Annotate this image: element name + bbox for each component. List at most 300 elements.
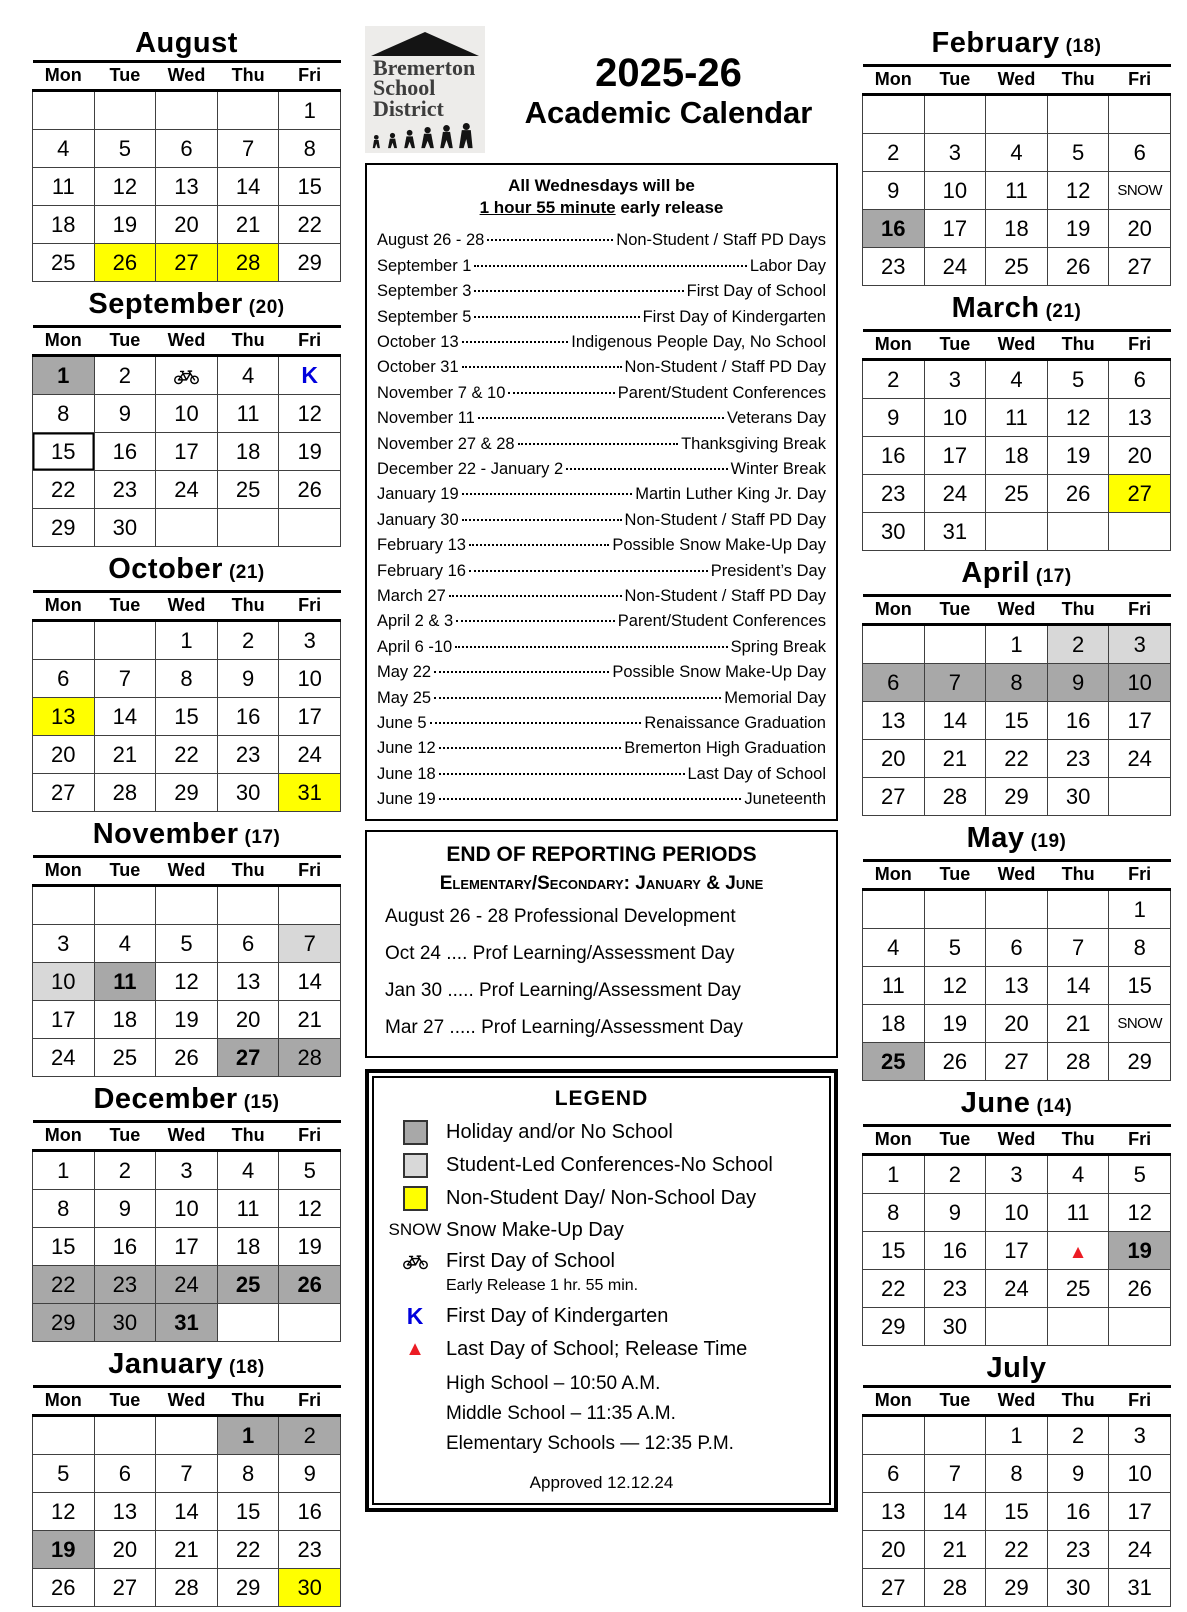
week-row [33,1304,341,1342]
day-cell: 14 [924,702,986,740]
first-day-of-school-cell [156,356,218,395]
legend-swatch [384,1120,446,1145]
dotted-leader [462,519,622,521]
week-row [863,740,1171,778]
month-table [862,1124,1171,1346]
schoolhouse-roof-icon [371,32,479,56]
day-cell: 20 [863,740,925,778]
weekday-label: Mon [33,62,95,91]
dotted-leader [439,747,622,749]
month-day-count: (17) [244,827,281,848]
key-date-event: Last Day of School [687,764,826,783]
day-cell: 24 [279,736,341,774]
weekday-label: Thu [217,592,279,621]
day-cell [94,1416,156,1455]
last-day-of-school-cell [1047,1232,1109,1270]
day-cell: 20 [1109,437,1171,475]
day-cell: 27 [217,1039,279,1077]
day-cell: 3 [1109,625,1171,664]
key-date-row [377,406,826,431]
day-cell [1047,890,1109,929]
month-april [862,556,1171,816]
day-cell: 25 [986,475,1048,513]
day-cell: 25 [986,248,1048,286]
week-row [33,433,341,471]
day-cell [863,1416,925,1455]
weekday-header-row [33,62,341,91]
day-cell: 21 [217,206,279,244]
day-cell [1109,778,1171,816]
day-cell: 15 [279,168,341,206]
logo-text [369,55,481,121]
weekday-header [33,1387,341,1416]
dotted-leader [455,646,727,648]
week-row [863,625,1171,664]
day-cell: 28 [94,774,156,812]
day-cell: 28 [156,1569,218,1607]
key-date-label: June 18 [377,764,436,783]
day-cell: 15 [1109,967,1171,1005]
day-cell: 14 [279,963,341,1001]
day-cell: 17 [279,698,341,736]
dotted-leader [430,722,642,724]
weekday-label: Tue [924,331,986,360]
legend-sub-note: Early Release 1 hr. 55 min. [446,1276,639,1294]
month-title [862,821,1171,859]
key-date-row [377,457,826,482]
week-row [33,1151,341,1190]
weekday-label: Tue [94,1122,156,1151]
key-date-row [377,508,826,533]
month-table [862,1385,1171,1607]
weekday-label: Mon [33,1122,95,1151]
day-cell: 19 [1047,210,1109,248]
month-table [32,325,341,547]
day-cell: 5 [1109,1155,1171,1194]
day-cell: 12 [279,1190,341,1228]
wednesday-notice-line2 [377,197,826,219]
key-date-label: May 22 [377,663,432,682]
day-cell: 20 [94,1531,156,1569]
day-cell: 3 [924,134,986,172]
day-cell: 11 [863,967,925,1005]
key-date-label: June 19 [377,790,436,809]
month-body [33,1151,341,1342]
day-cell: 19 [279,1228,341,1266]
month-title [32,817,341,855]
month-table [862,594,1171,816]
day-cell: 6 [156,130,218,168]
legend-box [365,1069,838,1512]
day-cell [156,886,218,925]
month-may [862,821,1171,1081]
day-cell: 12 [156,963,218,1001]
approved-date: Approved 12.12.24 [529,1472,674,1492]
dotted-leader [434,671,609,673]
week-row [33,91,341,130]
weekday-header-row [863,331,1171,360]
weekday-label: Wed [986,331,1048,360]
day-cell: 21 [279,1001,341,1039]
day-cell: 17 [156,1228,218,1266]
week-row [863,929,1171,967]
weekday-label: Fri [1109,1126,1171,1155]
day-cell: 8 [986,664,1048,702]
day-cell: 8 [33,1190,95,1228]
weekday-label: Tue [94,592,156,621]
day-cell: 27 [156,244,218,282]
week-row [33,1416,341,1455]
month-december [32,1082,341,1342]
legend-swatch [384,1220,446,1240]
week-row [33,1190,341,1228]
day-cell: 4 [986,134,1048,172]
day-cell: 12 [94,168,156,206]
day-cell [156,509,218,547]
key-date-row [377,482,826,507]
day-cell: 27 [863,778,925,816]
legend-swatch [384,1153,446,1178]
non-student-swatch-icon [403,1186,428,1211]
reporting-title: END OF REPORTING PERIODS [446,842,757,866]
wednesday-notice-line1: All Wednesdays will be [508,176,695,196]
dotted-leader [439,773,685,775]
day-cell: 6 [33,660,95,698]
weekday-label: Mon [863,1387,925,1416]
snow-label: SNOW [388,1220,442,1240]
day-cell: 26 [1047,248,1109,286]
day-cell: 3 [924,360,986,399]
month-name: December [93,1083,238,1115]
weekday-header [33,857,341,886]
legend-label: Last Day of School; Release Time [446,1337,748,1360]
weekday-label: Thu [217,327,279,356]
reporting-line: Mar 27 ..... Prof Learning/Assessment Day [385,1016,743,1038]
snow-makeup-cell: SNOW [1109,172,1171,210]
day-cell: 21 [94,736,156,774]
week-row [863,967,1171,1005]
day-cell: 8 [156,660,218,698]
week-row [863,664,1171,702]
weekday-label: Wed [156,327,218,356]
day-cell: 16 [1047,702,1109,740]
day-cell: 12 [33,1493,95,1531]
key-date-event: Possible Snow Make-Up Day [612,663,826,682]
day-cell: 7 [1047,929,1109,967]
day-cell [863,625,925,664]
day-cell: 8 [1109,929,1171,967]
month-body [33,356,341,547]
release-time-line: High School – 10:50 A.M. [446,1372,661,1394]
month-title [32,1082,341,1120]
day-cell: 28 [1047,1043,1109,1081]
week-row [863,360,1171,399]
day-cell: 27 [986,1043,1048,1081]
legend-swatch [384,1339,446,1359]
day-cell: 2 [1047,1416,1109,1455]
month-name: September [88,288,243,320]
day-cell: 19 [279,433,341,471]
week-row [863,1493,1171,1531]
weekday-label: Thu [1047,861,1109,890]
day-cell: 9 [279,1455,341,1493]
month-table [862,64,1171,286]
weekday-label: Wed [986,1387,1048,1416]
weekday-header-row [863,861,1171,890]
page-title [499,26,838,131]
weekday-label: Thu [217,1387,279,1416]
day-cell: 9 [94,395,156,433]
dotted-leader [462,341,569,343]
key-dates-list [377,228,826,812]
weekday-header [33,592,341,621]
day-cell: 23 [863,475,925,513]
week-row [863,399,1171,437]
day-cell: 3 [156,1151,218,1190]
key-date-event: Non-Student / Staff PD Days [616,231,826,250]
day-cell: 17 [156,433,218,471]
day-cell: 2 [863,134,925,172]
key-date-row [377,381,826,406]
day-cell: 4 [217,356,279,395]
month-august [32,26,341,282]
key-date-label: January 30 [377,510,459,529]
legend-item [384,1153,819,1178]
dotted-leader [434,697,721,699]
weekday-label: Wed [156,1122,218,1151]
day-cell: 17 [33,1001,95,1039]
weekday-header-row [33,857,341,886]
center-column [365,26,838,1612]
key-date-label: September 5 [377,307,472,326]
day-cell: 2 [94,1151,156,1190]
day-cell: 4 [94,925,156,963]
legend-item [384,1338,819,1361]
month-body [863,890,1171,1081]
dotted-leader [566,468,727,470]
dotted-leader [469,570,708,572]
week-row [863,475,1171,513]
month-september [32,287,341,547]
day-cell: 1 [279,91,341,130]
month-name: August [135,27,238,59]
day-cell: 31 [924,513,986,551]
kindergarten-first-day-cell: K [279,356,341,395]
month-body [863,360,1171,551]
day-cell: 24 [156,471,218,509]
day-cell: 30 [924,1308,986,1346]
key-date-label: February 16 [377,561,466,580]
day-cell: 14 [1047,967,1109,1005]
day-cell [1047,1308,1109,1346]
month-body [33,91,341,282]
day-cell: 5 [156,925,218,963]
kindergarten-k-icon: K [406,1302,424,1329]
weekday-label: Thu [217,62,279,91]
early-release-duration: 1 hour 55 minute [479,198,616,218]
month-title [862,291,1171,329]
day-cell: 13 [863,702,925,740]
weekday-label: Tue [924,66,986,95]
reporting-periods-box [365,830,838,1058]
day-cell: 6 [863,664,925,702]
weekday-label: Fri [279,327,341,356]
day-cell: 26 [924,1043,986,1081]
weekday-header-row [33,327,341,356]
day-cell: 29 [279,244,341,282]
weekday-header [33,62,341,91]
month-body [33,886,341,1077]
dotted-leader [474,265,746,267]
month-body [33,1416,341,1607]
day-cell: 16 [279,1493,341,1531]
day-cell: 16 [863,437,925,475]
reporting-line: Jan 30 ..... Prof Learning/Assessment Day [385,979,741,1001]
day-cell: 9 [924,1194,986,1232]
legend-swatch [384,1253,446,1270]
weekday-label: Fri [279,592,341,621]
weekday-label: Tue [924,861,986,890]
month-january [32,1347,341,1607]
week-row [33,736,341,774]
month-name: July [986,1352,1047,1384]
day-cell: 30 [279,1569,341,1607]
day-cell: 16 [94,433,156,471]
day-cell: 24 [156,1266,218,1304]
key-date-label: August 26 - 28 [377,231,485,250]
weekday-header-row [863,66,1171,95]
day-cell: 13 [94,1493,156,1531]
key-date-label: March 27 [377,587,446,606]
key-date-label: October 13 [377,332,459,351]
bicycle-icon [173,368,200,385]
week-row [863,778,1171,816]
weekday-header [33,327,341,356]
day-cell: 27 [1109,248,1171,286]
week-row [33,621,341,660]
day-cell: 22 [217,1531,279,1569]
weekday-label: Fri [279,62,341,91]
week-row [863,95,1171,134]
legend-item [384,1219,819,1242]
day-cell: 12 [1047,172,1109,210]
day-cell: 10 [1109,1455,1171,1493]
day-cell: 28 [279,1039,341,1077]
key-date-event: Possible Snow Make-Up Day [612,536,826,555]
month-table [862,859,1171,1081]
key-date-event: Parent/Student Conferences [617,383,826,402]
month-table [862,329,1171,551]
day-cell [94,91,156,130]
day-cell: 13 [156,168,218,206]
week-row [33,886,341,925]
day-cell: 9 [863,399,925,437]
week-row [863,1308,1171,1346]
day-cell: 30 [94,1304,156,1342]
day-cell: 5 [924,929,986,967]
key-date-row [377,609,826,634]
day-cell: 10 [1109,664,1171,702]
day-cell: 8 [279,130,341,168]
month-table [32,855,341,1077]
day-cell: 1 [863,1155,925,1194]
weekday-label: Mon [863,861,925,890]
last-day-triangle-icon: ▲ [405,1338,425,1361]
month-day-count: (21) [1045,301,1082,322]
key-date-label: June 12 [377,739,436,758]
day-cell: 24 [33,1039,95,1077]
week-row [863,1270,1171,1308]
day-cell: 19 [1109,1232,1171,1270]
key-date-event: Renaissance Graduation [644,714,826,733]
day-cell [924,1416,986,1455]
day-cell: 24 [986,1270,1048,1308]
week-row [863,134,1171,172]
key-date-row [377,559,826,584]
day-cell: 5 [33,1455,95,1493]
day-cell [94,886,156,925]
day-cell: 20 [156,206,218,244]
day-cell [279,1304,341,1342]
month-body [863,625,1171,816]
weekday-label: Wed [986,1126,1048,1155]
day-cell: 20 [217,1001,279,1039]
week-row [33,660,341,698]
month-title [862,1351,1171,1385]
day-cell: 12 [924,967,986,1005]
day-cell: 25 [94,1039,156,1077]
day-cell: 22 [33,1266,95,1304]
week-row [33,1266,341,1304]
weekday-header-row [863,1387,1171,1416]
key-date-label: November 11 [377,409,475,428]
day-cell: 23 [1047,1531,1109,1569]
month-june [862,1086,1171,1346]
day-cell: 10 [986,1194,1048,1232]
week-row [33,395,341,433]
day-cell: 31 [156,1304,218,1342]
dotted-leader [456,620,615,622]
day-cell: 8 [217,1455,279,1493]
weekday-label: Mon [33,592,95,621]
day-cell [279,509,341,547]
dotted-leader [462,493,633,495]
day-cell: 29 [217,1569,279,1607]
weekday-header-row [33,1387,341,1416]
week-row [863,1416,1171,1455]
left-month-column [32,26,341,1612]
weekday-label: Thu [217,1122,279,1151]
legend-item [384,1250,819,1273]
day-cell: 6 [986,929,1048,967]
month-day-count: (18) [1065,36,1102,57]
month-day-count: (20) [248,297,285,318]
day-cell: 27 [33,774,95,812]
weekday-header [33,1122,341,1151]
day-cell [217,91,279,130]
key-date-event: Parent/Student Conferences [617,612,826,631]
day-cell: 10 [156,395,218,433]
logo-line1: Bremerton [373,55,476,80]
key-date-row [377,432,826,457]
day-cell: 1 [1109,890,1171,929]
day-cell: 7 [924,1455,986,1493]
day-cell: 16 [863,210,925,248]
day-cell: 11 [217,1190,279,1228]
district-logo [365,26,485,153]
day-cell: 15 [217,1493,279,1531]
day-cell: 2 [1047,625,1109,664]
